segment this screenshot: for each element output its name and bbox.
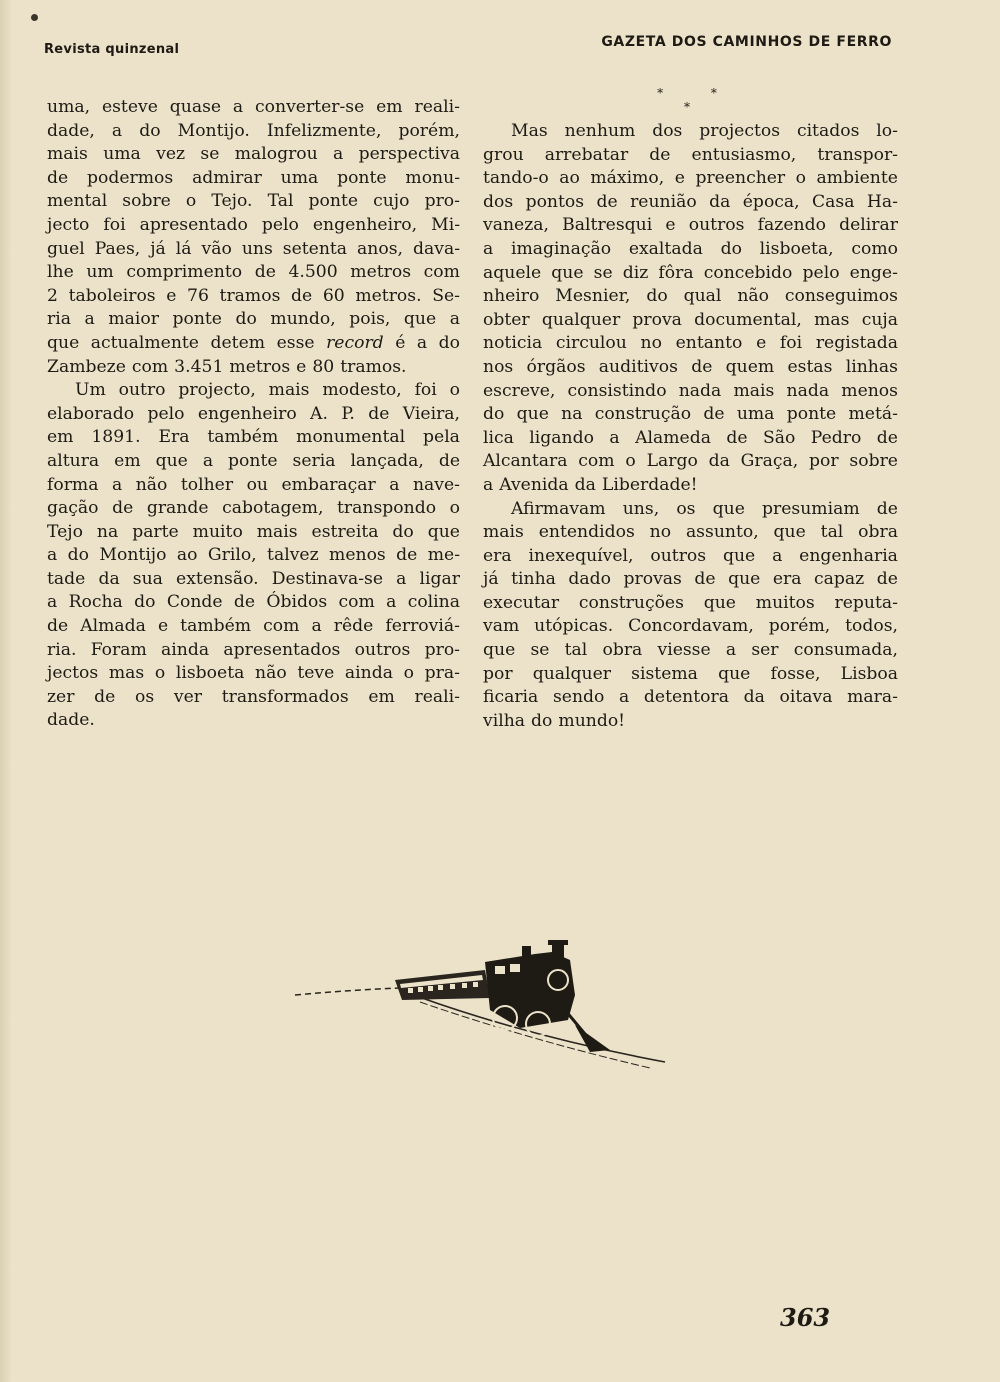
text-line: a Avenida da Liberdade! (483, 474, 698, 495)
text-line: noticia circulou no entanto e foi registada (483, 333, 898, 354)
text-line: de podermos admirar uma ponte monu- (47, 167, 460, 188)
text-line: executar construções que muitos reputa- (483, 592, 898, 613)
text-line: Afirmavam uns, os que presumiam de (511, 498, 898, 519)
page-edge (0, 0, 12, 1382)
text-line: tando-o ao máximo, e preencher o ambiente (483, 168, 898, 189)
text-line: por qualquer sistema que fosse, Lisboa (483, 663, 898, 684)
right-column (483, 86, 898, 733)
text-line: a do Montijo ao Grilo, talvez menos de me- (47, 545, 460, 566)
text-line: a Rocha do Conde de Óbidos com a colina (47, 592, 460, 613)
text-line: ria a maior ponte do mundo, pois, que a (47, 309, 460, 330)
text-line: forma a não tolher ou embaraçar a nave- (47, 474, 460, 495)
text-line: nos órgãos auditivos de quem estas linhas (483, 356, 898, 377)
text-line: já tinha dado provas de que era capaz de (483, 569, 898, 590)
text-line: nheiro Mesnier, do qual não conseguimos (483, 286, 898, 307)
section-separator: * * * (657, 86, 739, 114)
text-line: mais uma vez se malogrou a perspectiva (47, 144, 460, 165)
text-line: vam utópicas. Concordavam, porém, todos, (483, 616, 898, 637)
text-line: ficaria sendo a detentora da oitava mara- (483, 687, 898, 708)
text-line: dade, a do Montijo. Infelizmente, porém, (47, 120, 460, 141)
text-line: ria. Foram ainda apresentados outros pro- (47, 639, 460, 660)
margin-dot (31, 14, 38, 21)
text-line: 2 taboleiros e 76 tramos de 60 metros. Se- (47, 285, 460, 306)
text-line: altura em que a ponte seria lançada, de (47, 450, 460, 471)
text-line: obter qualquer prova documental, mas cuja (483, 309, 898, 330)
text-line: vaneza, Baltresqui e outros fazendo delirar (483, 215, 898, 236)
header-right: GAZETA DOS CAMINHOS DE FERRO (601, 34, 892, 50)
text-line: de Almada e também com a rêde ferroviá- (47, 616, 460, 637)
text-line: mais entendidos no assunto, que tal obra (483, 522, 898, 543)
steam-train-icon (290, 940, 680, 1075)
text-line: era inexequível, outros que a engenharia (483, 545, 898, 566)
text-line: tade da sua extensão. Destinava-se a ligar (47, 568, 460, 589)
text-line: lica ligando a Alameda de São Pedro de (483, 427, 898, 448)
text-line: a imaginação exaltada do lisboeta, como (483, 238, 898, 259)
header-left: Revista quinzenal (44, 42, 180, 57)
text-line: guel Paes, já lá vão uns setenta anos, dava- (47, 238, 460, 259)
text-line: dos pontos de reunião da época, Casa Ha- (483, 191, 898, 212)
text-line: mental sobre o Tejo. Tal ponte cujo pro- (47, 191, 460, 212)
text-line: zer de os ver transformados em reali- (47, 686, 460, 707)
text-line: do que na construção de uma ponte metá- (483, 404, 898, 425)
text-line: Zambeze com 3.451 metros e 80 tramos. (47, 356, 407, 377)
text-line: escreve, consistindo nada mais nada menos (483, 380, 898, 401)
text-line: vilha do mundo! (483, 710, 626, 731)
text-line: Mas nenhum dos projectos citados lo- (511, 121, 898, 141)
text-line: jecto foi apresentado pelo engenheiro, Mi- (47, 214, 460, 235)
text-line: jectos mas o lisboeta não teve ainda o pra- (47, 663, 460, 684)
text-line: grou arrebatar de entusiasmo, transpor- (483, 144, 898, 165)
text-line: uma, esteve quase a converter-se em reali- (47, 97, 460, 117)
text-line: Um outro projecto, mais modesto, foi o (75, 380, 460, 401)
text-line: aquele que se diz fôra concebido pelo enge- (483, 262, 898, 283)
text-line: dade. (47, 710, 95, 731)
text-line: Alcantara com o Largo da Graça, por sobre (483, 451, 898, 472)
page-number: 363 (780, 1303, 831, 1332)
left-column (47, 96, 460, 733)
text-line: em 1891. Era também monumental pela (47, 427, 460, 448)
text-line: lhe um comprimento de 4.500 metros com (47, 262, 460, 283)
text-line: Tejo na parte muito mais estreita do que (47, 521, 460, 542)
text-line: que actualmente detem esse record é a do (47, 332, 460, 353)
text-line: que se tal obra viesse a ser consumada, (483, 640, 898, 661)
text-line: elaborado pelo engenheiro A. P. de Vieira, (47, 403, 460, 424)
text-line: gação de grande cabotagem, transpondo o (47, 498, 460, 519)
